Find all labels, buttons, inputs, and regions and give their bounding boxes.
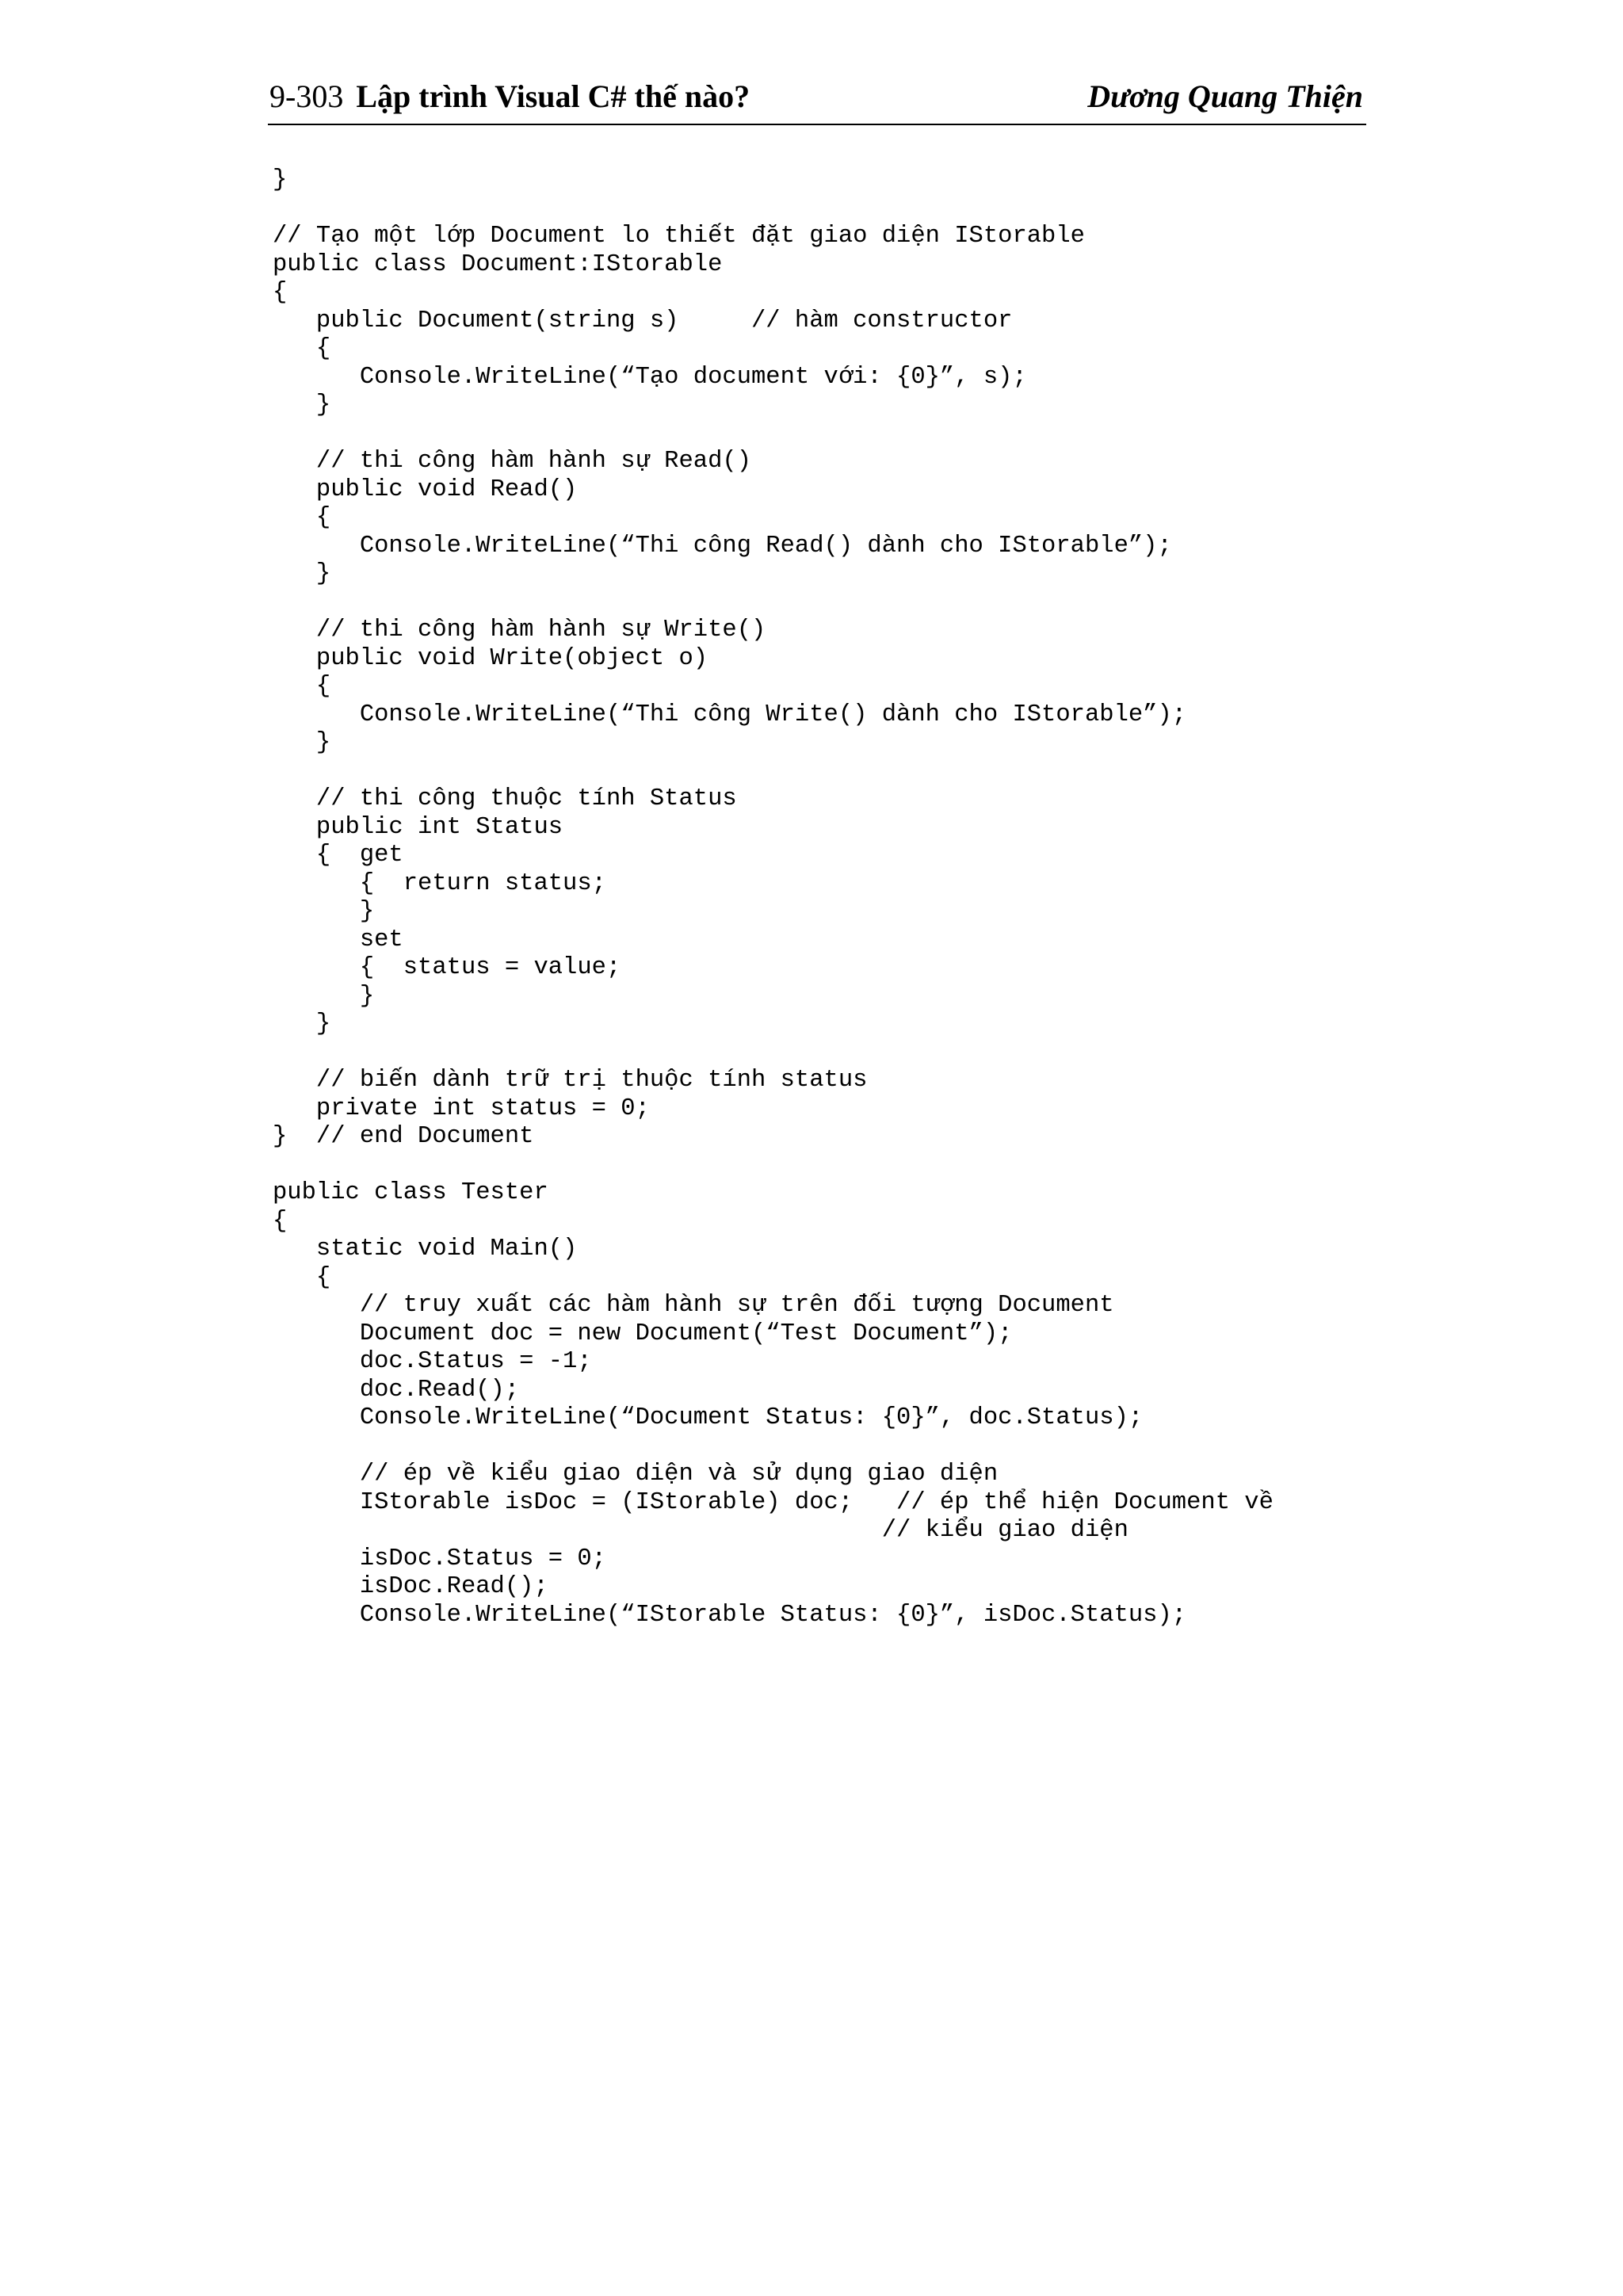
book-title: Lập trình Visual C# thế nào? <box>356 78 750 114</box>
code-line: private int status = 0; <box>273 1095 650 1122</box>
code-line: Console.WriteLine(“Thi công Write() dành cho IStorable”); <box>273 701 1187 728</box>
code-line: doc.Status = -1; <box>273 1348 592 1375</box>
code-line: set <box>273 926 403 953</box>
code-line: Console.WriteLine(“Document Status: {0}”, doc.Status); <box>273 1404 1144 1431</box>
author-name: Dương Quang Thiện <box>1087 78 1363 114</box>
code-line: } <box>273 982 375 1010</box>
code-line: } <box>273 392 331 418</box>
code-line: // truy xuất các hàm hành sự trên đối tượng Document <box>273 1292 1114 1319</box>
code-line <box>273 1039 1274 1068</box>
code-line: } <box>273 166 288 193</box>
code-line: public Document(string s) // hàm constructor <box>273 307 1013 334</box>
code-line <box>273 1152 1274 1180</box>
code-line: } // end Document <box>273 1123 534 1150</box>
code-line: // kiểu giao diện <box>273 1517 1128 1544</box>
code-line: // biến dành trữ trị thuộc tính status <box>273 1067 868 1094</box>
code-line <box>273 195 1274 223</box>
code-line: { get <box>273 842 403 869</box>
code-line: // ép về kiểu giao diện và sử dụng giao diện <box>273 1461 999 1488</box>
code-line: isDoc.Status = 0; <box>273 1545 606 1572</box>
code-line: IStorable isDoc = (IStorable) doc; // ép thể hiện Document về <box>273 1488 1274 1516</box>
code-line: public void Read() <box>273 476 578 503</box>
code-line: } <box>273 898 375 925</box>
code-line: { status = value; <box>273 954 621 981</box>
code-line: { <box>273 335 331 362</box>
code-line: { <box>273 279 288 306</box>
code-line: // thi công hàm hành sự Write() <box>273 617 766 644</box>
code-line: // thi công hàm hành sự Read() <box>273 448 751 475</box>
code-line: Console.WriteLine(“IStorable Status: {0}”, isDoc.Status); <box>273 1601 1187 1629</box>
code-line: { return status; <box>273 869 606 897</box>
code-line: { <box>273 504 331 531</box>
code-line: } <box>273 560 331 587</box>
code-line: public class Document:IStorable <box>273 250 723 278</box>
code-line <box>273 589 1274 617</box>
code-line: isDoc.Read(); <box>273 1573 548 1600</box>
code-line: } <box>273 1010 331 1037</box>
page-number: 9-303 <box>269 78 344 114</box>
code-listing <box>273 166 1274 1629</box>
page-header <box>268 76 1366 125</box>
code-line: { <box>273 1263 331 1291</box>
code-line: public class Tester <box>273 1179 548 1206</box>
code-line: Document doc = new Document(“Test Document”); <box>273 1320 1013 1347</box>
header-left <box>269 78 750 116</box>
code-line: public int Status <box>273 813 563 841</box>
code-line <box>273 420 1274 449</box>
code-line <box>273 1433 1274 1461</box>
code-line: doc.Read(); <box>273 1376 520 1404</box>
code-line: static void Main() <box>273 1236 578 1263</box>
code-line: // Tạo một lớp Document lo thiết đặt giao diện IStorable <box>273 223 1085 250</box>
code-line: { <box>273 1207 288 1235</box>
code-line: Console.WriteLine(“Thi công Read() dành cho IStorable”); <box>273 532 1172 560</box>
code-line: // thi công thuộc tính Status <box>273 785 737 812</box>
code-line: public void Write(object o) <box>273 644 708 672</box>
code-line: Console.WriteLine(“Tạo document với: {0}”, s); <box>273 363 1027 391</box>
code-line: } <box>273 729 331 756</box>
code-line <box>273 758 1274 786</box>
code-line: { <box>273 673 331 700</box>
